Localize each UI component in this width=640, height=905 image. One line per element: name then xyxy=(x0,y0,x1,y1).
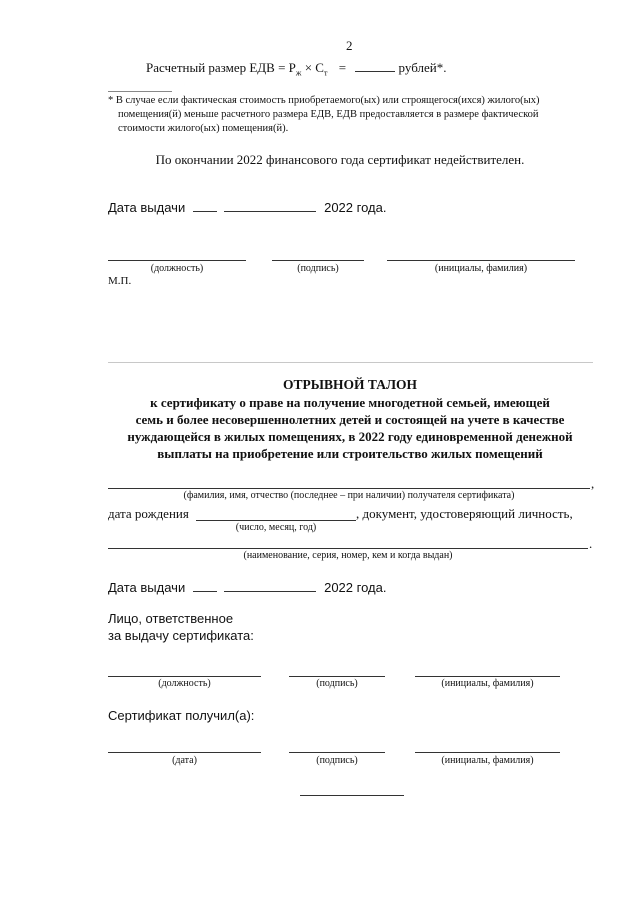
closing-rule xyxy=(300,795,404,796)
footnote-line-2: помещения(й) меньше расчетного размера ЕДВ, ЕДВ предоставляется в размере фактической xyxy=(118,109,539,120)
sign1-position-caption: (должность) xyxy=(150,263,204,274)
sign2-position-line xyxy=(108,676,261,677)
issue-date-2-month-blank xyxy=(224,580,316,592)
sign1-signature-caption: (подпись) xyxy=(297,263,339,274)
sign1-signature-line xyxy=(272,260,364,261)
formula-eq: = xyxy=(338,60,347,75)
formula-blank xyxy=(355,60,395,72)
birth-date-caption: (число, месяц, год) xyxy=(235,522,317,533)
sign2-name-line xyxy=(415,676,560,677)
document-details-line-end: . xyxy=(589,536,593,551)
coupon-subtitle-1: к сертификату о праве на получение многодетной семьей, имеющей xyxy=(150,395,550,410)
coupon-subtitle-3: нуждающейся в жилых помещениях, в 2022 году единовременной денежной xyxy=(127,429,573,444)
footnote-line-3: стоимости жилого(ых) помещения(й). xyxy=(118,123,289,134)
sign3-name-line xyxy=(415,752,560,753)
sign1-name-caption: (инициалы, фамилия) xyxy=(434,263,528,274)
issue-date-1-month-blank xyxy=(224,200,316,212)
sign3-date-caption: (дата) xyxy=(172,755,197,766)
sign3-signature-caption: (подпись) xyxy=(316,755,358,766)
sign2-position-caption: (должность) xyxy=(158,678,211,689)
formula-suffix: рублей*. xyxy=(395,60,447,75)
issue-date-1-day-blank xyxy=(193,200,217,212)
birth-date-label: дата рождения xyxy=(108,506,189,521)
responsible-line-1: Лицо, ответственное xyxy=(108,611,234,626)
coupon-subtitle-4: выплаты на приобретение или строительство жилых помещений xyxy=(157,446,543,461)
coupon-title: ОТРЫВНОЙ ТАЛОН xyxy=(282,377,418,392)
recipient-name-line xyxy=(108,488,590,489)
recipient-name-line-end: , xyxy=(591,476,595,491)
issue-date-2-year: 2022 года. xyxy=(324,580,387,595)
formula xyxy=(146,60,446,78)
recipient-name-caption: (фамилия, имя, отчество (последнее – при наличии) получателя сертификата) xyxy=(183,490,515,501)
footnote-line-1: * В случае если фактическая стоимость приобретаемого(ых) или строящегося(ихся) жилого(ых) xyxy=(108,95,540,106)
sign2-signature-caption: (подпись) xyxy=(316,678,358,689)
formula-times: × С xyxy=(301,60,324,75)
footnote-separator xyxy=(108,91,172,92)
issue-date-1-label: Дата выдачи xyxy=(108,200,186,215)
coupon-subtitle-2: семь и более несовершеннолетних детей и состоящей на учете в качестве xyxy=(135,412,565,427)
formula-prefix: Расчетный размер ЕДВ = Р xyxy=(146,60,296,75)
page-number: 2 xyxy=(346,38,353,53)
sign1-name-line xyxy=(387,260,575,261)
certificate-received-label: Сертификат получил(а): xyxy=(108,708,255,723)
birth-date-line xyxy=(196,520,356,521)
sign2-name-caption: (инициалы, фамилия) xyxy=(441,678,534,689)
sign3-name-caption: (инициалы, фамилия) xyxy=(441,755,534,766)
sign3-signature-line xyxy=(289,752,385,753)
responsible-line-2: за выдачу сертификата: xyxy=(108,628,254,643)
document-details-caption: (наименование, серия, номер, кем и когда выдан) xyxy=(243,550,453,561)
sign1-position-line xyxy=(108,260,246,261)
formula-sub-t: т xyxy=(323,68,328,78)
formula-sub-zh: ж xyxy=(295,68,302,78)
sign2-signature-line xyxy=(289,676,385,677)
issue-date-1-year: 2022 года. xyxy=(324,200,387,215)
issue-date-1 xyxy=(108,200,386,215)
identity-document-label: , документ, удостоверяющий личность, xyxy=(356,506,573,521)
document-details-line xyxy=(108,548,588,549)
sign3-date-line xyxy=(108,752,261,753)
stamp-mark: М.П. xyxy=(108,275,132,287)
issue-date-2-label: Дата выдачи xyxy=(108,580,186,595)
issue-date-2-day-blank xyxy=(193,580,217,592)
validity-note: По окончании 2022 финансового года сертификат недействителен. xyxy=(155,152,525,167)
tear-line xyxy=(108,362,593,363)
issue-date-2 xyxy=(108,580,386,595)
